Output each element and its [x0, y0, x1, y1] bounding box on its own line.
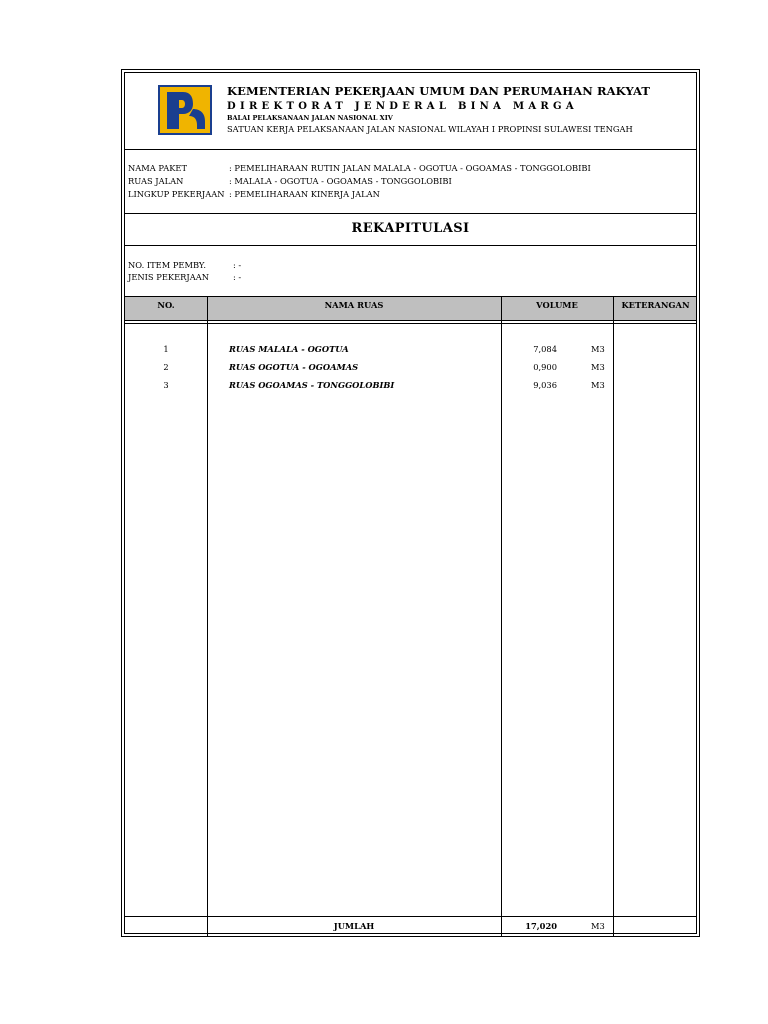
divider: [125, 323, 696, 324]
column-header-volume: VOLUME: [536, 300, 578, 310]
item-info-jenis: [128, 272, 242, 282]
row-no: 3: [163, 380, 169, 390]
row-no: 2: [163, 362, 169, 372]
divider: [125, 320, 696, 321]
row-volume: 7,084: [533, 344, 557, 354]
total-label: JUMLAH: [333, 921, 375, 931]
divider: [125, 245, 696, 246]
item-info-label: JENIS PEKERJAAN: [128, 272, 209, 282]
row-volume: 0,900: [533, 362, 557, 372]
info-label: RUAS JALAN: [128, 176, 184, 186]
pu-logo-icon: [158, 85, 212, 135]
item-info-value: : -: [233, 260, 242, 270]
satker-name: SATUAN KERJA PELAKSANAAN JALAN NASIONAL WILAYAH I PROPINSI SULAWESI TENGAH: [227, 124, 633, 134]
column-divider: [613, 296, 614, 936]
info-value: : PEMELIHARAAN KINERJA JALAN: [229, 189, 380, 199]
column-divider: [501, 296, 502, 936]
column-header-no: NO.: [157, 300, 175, 310]
row-volume: 9,036: [533, 380, 557, 390]
column-header-nama-ruas: NAMA RUAS: [324, 300, 384, 310]
info-value: : PEMELIHARAAN RUTIN JALAN MALALA - OGOTUA - OGOAMAS - TONGGOLOBIBI: [229, 163, 591, 173]
row-unit: M3: [591, 380, 605, 390]
document-frame: [124, 72, 697, 934]
item-info-no: [128, 260, 242, 270]
row-name: RUAS MALALA - OGOTUA: [229, 344, 349, 354]
info-label: LINGKUP PEKERJAAN: [128, 189, 225, 199]
column-divider: [207, 296, 208, 936]
item-info-label: NO. ITEM PEMBY.: [128, 260, 206, 270]
divider: [125, 916, 696, 917]
total-unit: M3: [591, 921, 605, 931]
row-name: RUAS OGOAMAS - TONGGOLOBIBI: [229, 380, 395, 390]
info-label: NAMA PAKET: [128, 163, 187, 173]
header-text: [227, 84, 650, 134]
row-unit: M3: [591, 362, 605, 372]
row-unit: M3: [591, 344, 605, 354]
document-sheet: [121, 69, 700, 937]
info-value: : MALALA - OGOTUA - OGOAMAS - TONGGOLOBIBI: [229, 176, 452, 186]
directorate-name: DIREKTORAT JENDERAL BINA MARGA: [227, 101, 578, 112]
column-header-keterangan: KETERANGAN: [621, 300, 690, 310]
balai-name: BALAI PELAKSANAAN JALAN NASIONAL XIV: [227, 114, 393, 122]
divider: [125, 149, 696, 150]
ministry-name: KEMENTERIAN PEKERJAAN UMUM DAN PERUMAHAN RAKYAT: [227, 84, 651, 98]
page-title: REKAPITULASI: [351, 221, 470, 236]
row-no: 1: [163, 344, 169, 354]
row-name: RUAS OGOTUA - OGOAMAS: [229, 362, 359, 372]
divider: [125, 213, 696, 214]
divider: [125, 296, 696, 297]
item-info-value: : -: [233, 272, 242, 282]
total-volume: 17,020: [525, 921, 557, 931]
